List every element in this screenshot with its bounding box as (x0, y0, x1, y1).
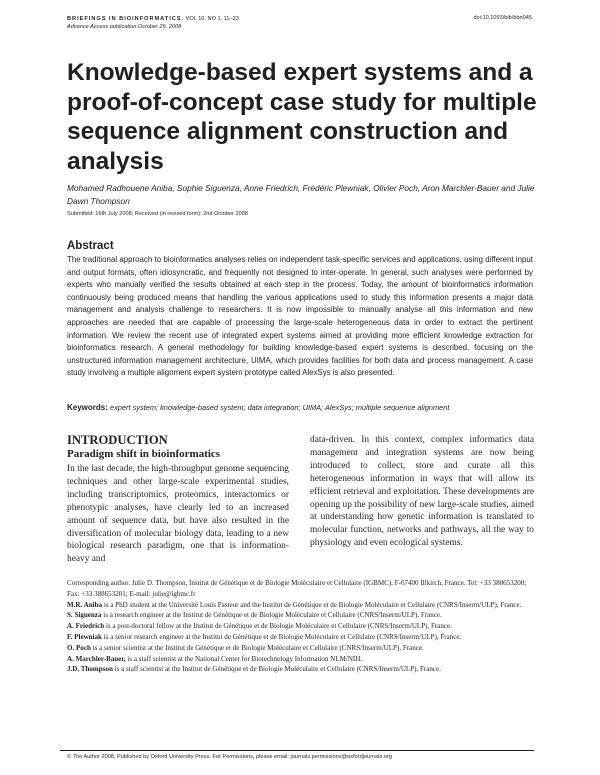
author-bio: O. Poch is a senior scientist at the Institut de Génétique et de Biologie Moléculaire et Cellulaire (CNRS/Inserm/ULP), France. (67, 643, 424, 652)
body-column-right (310, 433, 534, 550)
keywords (67, 403, 533, 412)
author-bio: F. Plewniak is a senior research engineer at the Institut de Génétique et de Biologie Moléculaire et Cellulaire (CNRS/Inserm/ULP), France. (67, 632, 462, 641)
author-bio: S. Siguenza is a research engineer at the Institut de Génétique et de Biologie Moléculaire et Cellulaire (CNRS/Inserm/ULP), France. (67, 611, 442, 620)
author-bio: M.R. Aniba is a PhD student at the Université Louis Pasteur and the Institut de Génétique et de Biologie Moléculaire et Cellulaire (CNRS/Inserm/ULP), France. (67, 600, 522, 609)
access-date: Advance Access publication October 29, 2008 (67, 24, 182, 30)
author-bio: A. Marchler-Bauer, is a staff scientist at the National Center for Biotechnology Information NLM/NIH. (67, 654, 363, 663)
abstract-heading: Abstract (67, 240, 114, 252)
journal-name: BRIEFINGS IN BIOINFORMATICS. (67, 16, 185, 22)
abstract-body: The traditional approach to bioinformatics analyses relies on independent task-specific services and applications, using different input and output formats, often idiosyncratic, and frequently not designed to inter-operate. In general, such analyses were performed by experts who manually verified the results obtained at each step in the process. Today, the amount of bioinformatics information continuously being produced means that handling the various applications used to study this information presents a major data management and analysis challenge to researchers. It is now impossible to manually analyse all this information and new approaches are needed that are capable of processing the large-scale heterogeneous data in order to extract the pertinent information. We review the recent use of integrated expert systems aimed at providing more efficient knowledge extraction for bioinformatics research. A general methodology for building knowledge-based expert systems is described, focusing on the unstructured information management architecture, UIMA, which provides facilities for both data and process management. A case study involving a multiple alignment expert system prototype called AlexSys is also presented. (67, 255, 533, 378)
body-column-left (67, 433, 289, 566)
author-list: Mohamed Radhouene Aniba, Sophie Siguenza, Anne Friedrich, Frédéric Plewniak, Olivier Poch, Aron Marchler-Bauer and Julie Dawn Thompson (67, 183, 535, 206)
keywords-text: expert system; knowledge-based system; data integration; UIMA; AlexSys; multiple sequence alignment (109, 403, 450, 412)
author-bio: J.D. Thompson is a staff scientist at the Institut de Génétique et de Biologie Moléculaire et Cellulaire (CNRS/Inserm/ULP), France. (67, 665, 441, 674)
intro-paragraph-left: In the last decade, the high-throughput genome sequencing techniques and other large-scale experimental studies, including transcriptomics, proteomics, interactomics or phenotypic analyses, have clearly led to an increased amount of sequence data, but have also resulted in the diversification of molecular biology data, leading to a new biological research paradigm, one that is information-heavy and (67, 464, 289, 565)
section-heading: INTRODUCTION (67, 433, 168, 447)
submission-dates: Submitted: 16th July 2008; Received (in revised form): 2nd October 2008 (67, 211, 248, 217)
volume-info: VOL 10. NO 1. 11–23 (185, 16, 239, 22)
author-bio: A. Friedrich is a post-doctoral fellow at the Institut de Génétique et de Biologie Moléculaire et Cellulaire (CNRS/Inserm/ULP), France. (67, 622, 452, 631)
intro-paragraph-right: data-driven. In this context, complex informatics data management and integration systems are now being introduced to collect, store and curate all this heterogeneous information in ways that will allow its efficient retrieval and exploitation. These developments are opening up the possibility of new large-scale studies, aimed at understanding how genetic information is translated to molecular function, networks and pathways, all the way to physiology and even ecological systems. (310, 435, 534, 549)
doi-link[interactable]: doi:10.1093/bib/bbn045 (473, 15, 532, 21)
copyright-footer: © The Author 2008. Published by Oxford University Press. For Permissions, please email: journals.permissions@oxfordjournals.org (67, 754, 392, 760)
running-header (67, 15, 239, 31)
subsection-heading: Paradigm shift in bioinformatics (67, 448, 221, 460)
paper-title: Knowledge-based expert systems and a proof-of-concept case study for multiple sequence alignment construction and analysis (67, 59, 537, 175)
keywords-label: Keywords: (67, 403, 108, 412)
corresponding-author: Corresponding author. Julie D. Thompson, Institut de Génétique et de Biologie Moléculaire et Cellulaire (IGBMC), F-67400 Illkirch, France. Tel: +33 388653200; Fax: +33 388653201; E-mail: julie@igbmc.fr (67, 579, 527, 598)
author-notes (67, 578, 534, 675)
footer-divider (60, 750, 534, 751)
